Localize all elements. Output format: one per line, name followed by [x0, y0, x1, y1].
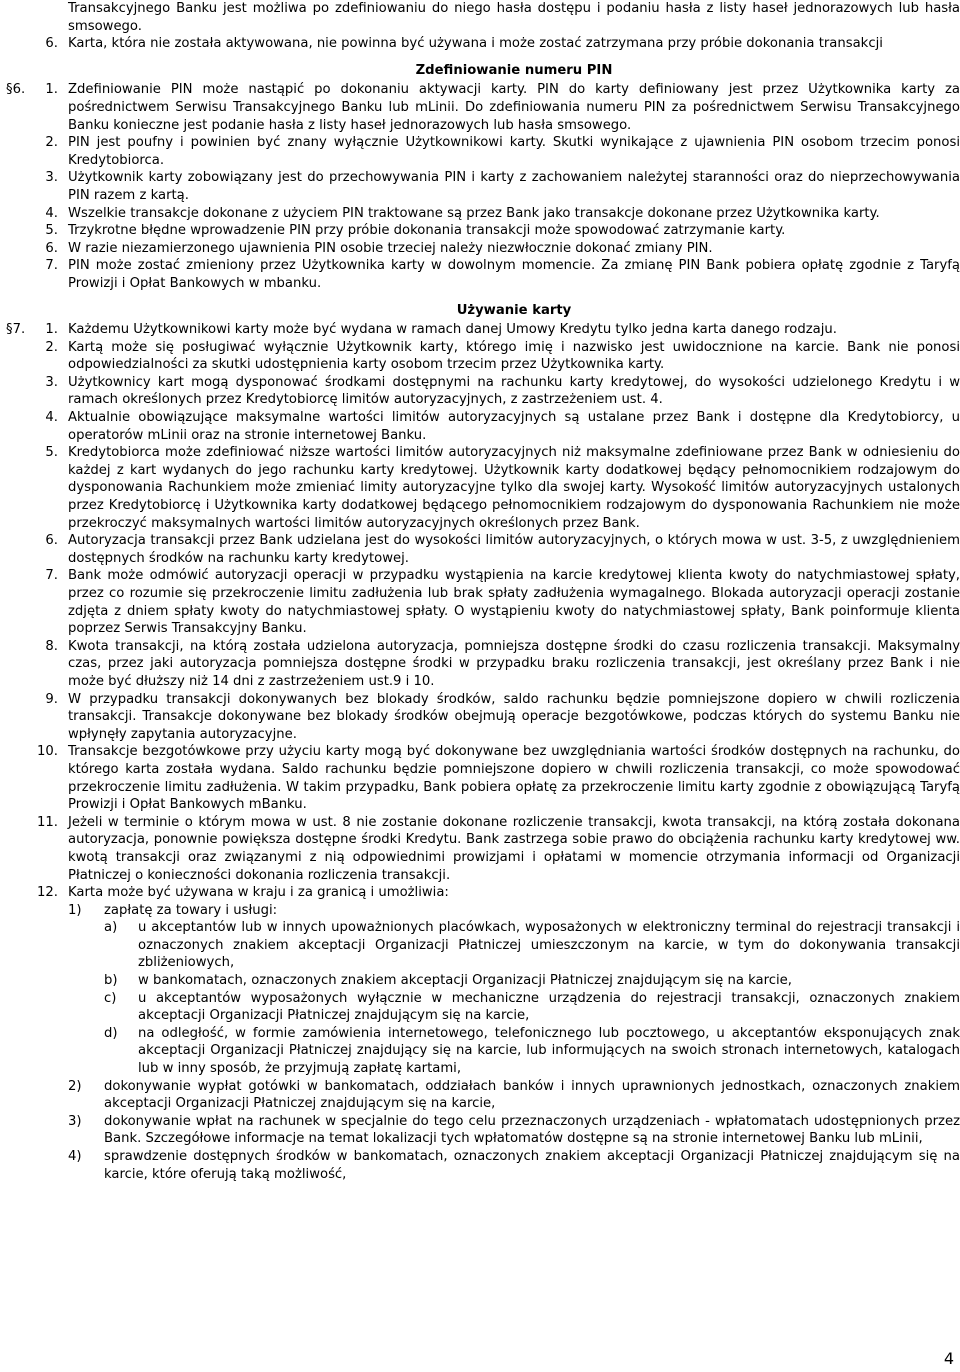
- list-item: [37, 743, 960, 813]
- item-number: 3.: [45, 170, 58, 186]
- item-text: Aktualnie obowiązujące maksymalne wartości limitów autoryzacyjnych są ustalane przez Bank i dostępne dla Kredytobiorcy, u operatorów mLinii oraz na stronie internetowej Banku.: [68, 410, 960, 443]
- item-number: 1.: [45, 322, 58, 338]
- sub-sub-list-item: [104, 972, 960, 990]
- list-item: [45, 240, 960, 258]
- page-number: 4: [943, 1349, 954, 1368]
- list-item: [45, 222, 960, 240]
- list-item: [45, 339, 960, 374]
- item-text: Transakcje bezgotówkowe przy użyciu karty mogą być dokonywane bez uwzględniania wartości środków dostępnych na rachunku, do którego karta została wydana. Saldo rachunku będzie pomniejszone dopiero w chwili rozliczenia transakcji, co może spowodować przekroczenie limitu zadłużenia. W takim przypadku, Bank pobiera opłatę za przekroczenie limitu karty zgodnie z obowiązującą Taryfą Prowizji i Opłat Bankowych mBanku.: [68, 744, 960, 813]
- item-text: Kwota transakcji, na którą została udzielona autoryzacja, pomniejsza dostępne środki do czasu rozliczenia transakcji. Maksymalny czas, przez jaki autoryzacja pomniejsza dostępne środki w przypadku braku rozliczenia transakcji, jest określany przez Bank i nie może być dłuższy niż 14 dni z zastrzeżeniem ust.9 i 10.: [68, 638, 960, 689]
- sub-sub-list-item: [104, 1025, 960, 1078]
- item-number: 3.: [45, 374, 58, 390]
- item-number: 2.: [45, 135, 58, 151]
- list-item: [45, 205, 960, 223]
- section-heading-pin: Zdefiniowanie numeru PIN: [415, 62, 613, 78]
- item-number: 10.: [37, 744, 58, 760]
- item-text: Trzykrotne błędne wprowadzenie PIN przy próbie dokonania transakcji może spowodować zatrzymanie karty.: [68, 223, 786, 239]
- sub-item-letter: c): [104, 990, 117, 1006]
- list-item: [45, 374, 960, 409]
- item-text: W przypadku transakcji dokonywanych bez blokady środków, saldo rachunku będzie pomniejszone dopiero w chwili rozliczenia transakcji. Transakcje dokonywane bez blokady środków obejmują operacje bezgotówkowe, podczas których do systemu Banku nie wpłynęły zapytania autoryzacyjne.: [68, 691, 960, 742]
- item-number: 6.: [45, 36, 58, 52]
- sub-item-text: sprawdzenie dostępnych środków w bankomatach, oznaczonych znakiem akceptacji Organizacji Płatniczej znajdującym się na karcie, które oferują taką możliwość,: [104, 1149, 960, 1182]
- item-number: 11.: [37, 814, 58, 830]
- sub-list-item: [68, 1113, 960, 1148]
- item-text: Każdemu Użytkownikowi karty może być wydana w ramach danej Umowy Kredytu tylko jedna karta danego rodzaju.: [68, 322, 837, 338]
- item-text: Karta może być używana w kraju i za granicą i umożliwia:: [68, 885, 449, 901]
- item-text: Użytkownik karty zobowiązany jest do przechowywania PIN i karty z zachowaniem należytej staranności oraz do nieprzechowywania PIN razem z kartą.: [68, 170, 960, 203]
- item-text: Bank może odmówić autoryzacji operacji w przypadku wystąpienia na karcie kredytowej klienta kwoty do natychmiastowej spłaty, przez co rozumie się przekroczenie limitu zadłużenia lub brak spłaty zadłużenia wymagalnego. Blokada autoryzacji operacji zostanie zdjęta z dniem spłaty kwoty do natychmiastowej spłaty. O wystąpieniu kwoty do natychmiastowej spłaty, Bank poinformuje klienta poprzez Serwis Transakcyjny Banku.: [68, 568, 960, 637]
- continuation-paragraph: Transakcyjnego Banku jest możliwa po zdefiniowaniu do niego hasła dostępu i podaniu hasła z listy haseł jednorazowych lub hasła smsowego.: [68, 1, 960, 34]
- item-number: 1.: [45, 82, 58, 98]
- sub-item-text: na odległość, w formie zamówienia internetowego, telefonicznego lub pocztowego, u akceptantów eksponujących znak akceptacji Organizacji Płatniczej znajdujący się na karcie, lub informujących na swoich stronach internetowych, katalogach lub w inny sposób, że przyjmują zapłatę kartami,: [138, 1025, 960, 1077]
- item-text: Autoryzacja transakcji przez Bank udzielana jest do wysokości limitów autoryzacyjnych, o których mowa w ust. 3-5, z uwzględnieniem dostępnych środków na rachunku karty kredytowej.: [68, 533, 960, 566]
- item-number: 5.: [45, 445, 58, 461]
- list-item: [45, 532, 960, 567]
- list-item: [45, 35, 960, 53]
- sub-item-text: dokonywanie wypłat gotówki w bankomatach, oddziałach banków i innych uprawnionych jednostkach, oznaczonych znakiem akceptacji Organizacji Płatniczej znajdującym się na karcie,: [104, 1078, 960, 1112]
- sub-item-number: 1): [68, 902, 82, 918]
- list-item: [6, 81, 960, 134]
- list-item: [45, 691, 960, 744]
- sub-item-number: 2): [68, 1078, 82, 1094]
- section-label: §6.: [6, 82, 26, 98]
- item-text: Kartą może się posługiwać wyłącznie Użytkownik karty, którego imię i nazwisko jest uwidocznione na karcie. Bank nie ponosi odpowiedzialności za skutki udostępnienia karty osobom trzecim przez Użytkownika karty.: [68, 339, 960, 373]
- sub-item-text: dokonywanie wpłat na rachunek w specjalnie do tego celu przeznaczonych urządzeniach - wpłatomatach udostępnionych przez Bank. Szczegółowe informacje na temat lokalizacji tych wpłatomatów dostępne są na stronie internetowej Banku lub mLinii,: [104, 1113, 960, 1147]
- sub-item-number: 4): [68, 1149, 82, 1164]
- sub-item-text: w bankomatach, oznaczonych znakiem akceptacji Organizacji Płatniczej znajdującym się na karcie,: [138, 973, 792, 989]
- item-number: 8.: [45, 638, 58, 654]
- sub-list-item: [68, 902, 960, 920]
- item-text: Jeżeli w terminie o którym mowa w ust. 8 nie zostanie dokonane rozliczenie transakcji, kwota transakcji, na którą została dokonana autoryzacja, ponownie powiększa dostępne środki Kredytu. Bank zastrzega sobie prawo do obciążenia rachunku karty kredytowej ww. kwotą transakcji oraz związanymi z nią odpowiednimi prowizjami i opłatami w momencie otrzymania informacji od Organizacji Płatniczej o konieczności dokonania rozliczenia transakcji.: [68, 814, 960, 883]
- item-number: 5.: [45, 223, 58, 239]
- item-text: Karta, która nie została aktywowana, nie powinna być używana i może zostać zatrzymana przy próbie dokonania transakcji: [68, 36, 883, 52]
- list-item: [37, 884, 960, 902]
- sub-sub-list-item: [104, 919, 960, 972]
- item-text: PIN może zostać zmieniony przez Użytkownika karty w dowolnym momencie. Za zmianę PIN Bank pobiera opłatę zgodnie z Taryfą Prowizji i Opłat Bankowych w mbanku.: [68, 258, 960, 291]
- sub-list-item: [68, 1078, 960, 1113]
- list-item: [45, 134, 960, 169]
- item-text: Zdefiniowanie PIN może nastąpić po dokonaniu aktywacji karty. PIN do karty definiowany jest przez Użytkownika karty za pośrednictwem Serwisu Transakcyjnego Banku lub mLinii. Do zdefiniowania numeru PIN za pośrednictwem Serwisu Transakcyjnego Banku konieczne jest podanie hasła z listy haseł jednorazowych lub hasła smsowego.: [68, 82, 960, 133]
- item-number: 7.: [45, 258, 58, 274]
- sub-sub-list-item: [104, 990, 960, 1025]
- list-item: [45, 444, 960, 532]
- sub-item-text: zapłatę za towary i usługi:: [104, 902, 278, 918]
- sub-item-letter: a): [104, 920, 118, 936]
- item-number: 4.: [45, 205, 58, 221]
- item-text: Wszelkie transakcje dokonane z użyciem PIN traktowane są przez Bank jako transakcje dokonane przez Użytkownika karty.: [68, 205, 880, 221]
- section-label: §7.: [6, 322, 26, 338]
- item-number: 6.: [45, 240, 58, 256]
- item-number: 9.: [45, 691, 58, 707]
- list-item: [6, 321, 960, 339]
- list-item: [45, 169, 960, 204]
- item-number: 6.: [45, 533, 58, 549]
- sub-item-letter: b): [104, 973, 118, 989]
- item-text: Użytkownicy kart mogą dysponować środkami dostępnymi na rachunku karty kredytowej, do wysokości udzielonego Kredytu i w ramach określonych przez Kredytobiorcę limitów autoryzacyjnych, z zastrzeżeniem ust. 4.: [68, 374, 960, 408]
- item-text: W razie niezamierzonego ujawnienia PIN osobie trzeciej należy niezwłocznie dokonać zmiany PIN.: [68, 240, 713, 256]
- item-text: Kredytobiorca może zdefiniować niższe wartości limitów autoryzacyjnych niż maksymalne zdefiniowane przez Bank w odniesieniu do każdej z kart wydanych do jego rachunku karty kredytowej. Użytkownik karty dodatkowej będący pełnomocnikiem rodzajowym do dysponowania Rachunkiem może zmieniać limity autoryzacyjne tylko dla swojej karty. Wysokość limitów autoryzacyjnych ustalonych przez Kredytobiorcę i Użytkownika karty dodatkowej będącego pełnomocnikiem rodzajowym do dysponowania Rachunkiem nie może przekroczyć maksymalnych wartości limitów autoryzacyjnych określonych przez Bank.: [68, 445, 960, 531]
- item-number: 7.: [45, 568, 58, 584]
- list-item: [37, 814, 960, 884]
- item-text: PIN jest poufny i powinien być znany wyłącznie Użytkownikowi karty. Skutki wynikające z ujawnienia PIN osobom trzecim ponosi Kredytobiorca.: [68, 135, 960, 168]
- sub-item-text: u akceptantów wyposażonych wyłącznie w mechaniczne urządzenia do rejestracji transakcji, oznaczonych znakiem akceptacji Organizacji Płatniczej znajdującym się na karcie,: [138, 990, 960, 1024]
- item-number: 2.: [45, 339, 58, 355]
- section-heading-card-use: Używanie karty: [456, 302, 572, 318]
- item-number: 4.: [45, 410, 58, 426]
- list-item: [45, 257, 960, 292]
- sub-list-item: [68, 1148, 960, 1183]
- list-item: [45, 409, 960, 444]
- sub-item-text: u akceptantów lub w innych upoważnionych placówkach, wyposażonych w elektroniczny terminal do rejestracji transakcji i oznaczonych znakiem akceptacji Organizacji Płatniczej umieszczonym na karcie, w tym do dokonywania transakcji zbliżeniowych,: [138, 920, 960, 971]
- list-item: [45, 567, 960, 637]
- item-number: 12.: [37, 885, 58, 901]
- sub-item-number: 3): [68, 1113, 82, 1129]
- sub-item-letter: d): [104, 1025, 118, 1041]
- list-item: [45, 638, 960, 691]
